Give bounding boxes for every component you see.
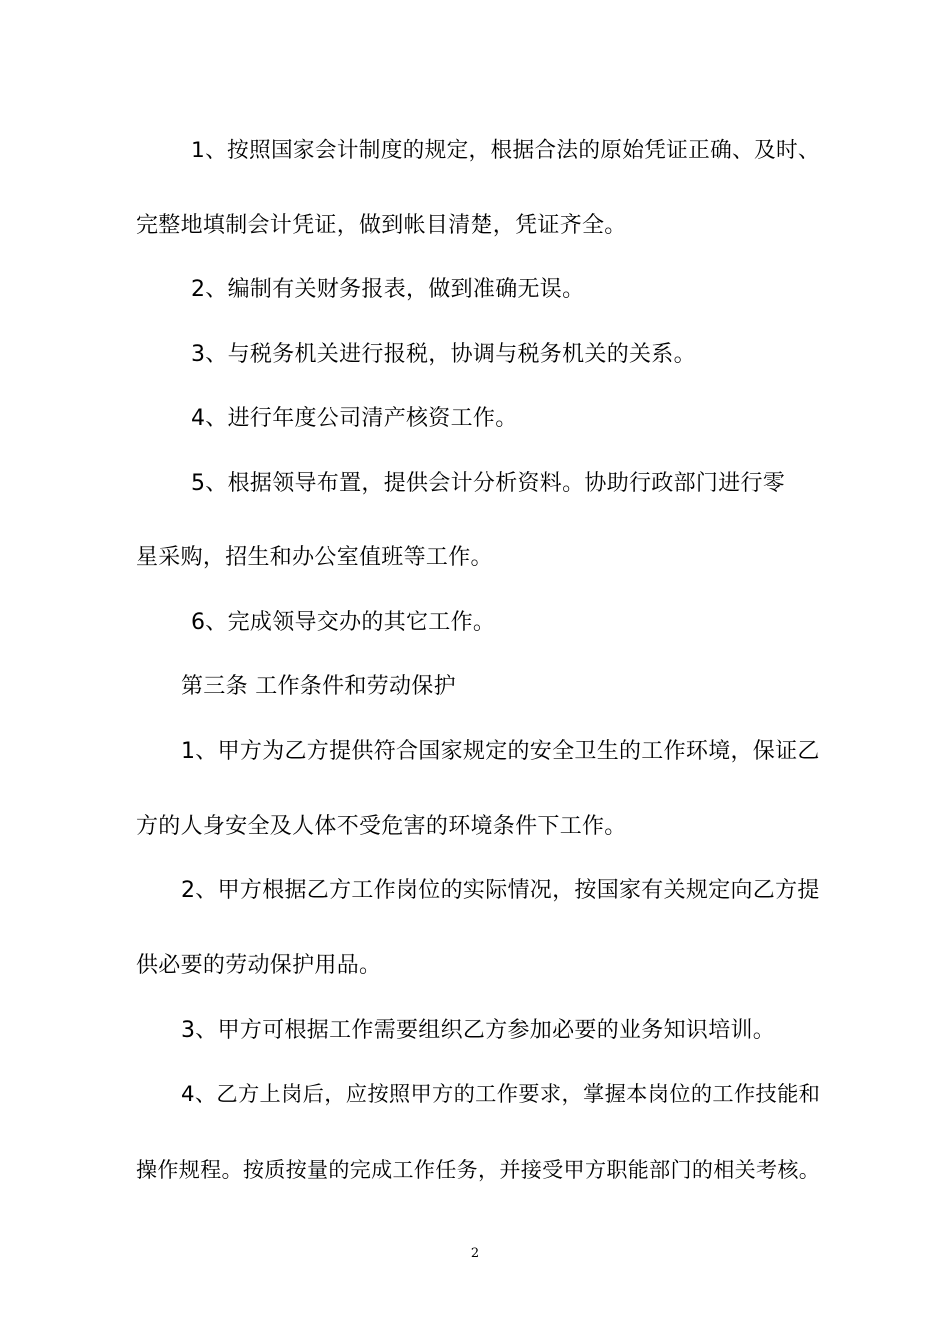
text-line: 操作规程。按质按量的完成工作任务，并接受甲方职能部门的相关考核。 bbox=[136, 1157, 821, 1182]
page-number: 2 bbox=[470, 1246, 480, 1261]
text-line: 方的人身安全及人体不受危害的环境条件下工作。 bbox=[136, 814, 627, 839]
text-line: 供必要的劳动保护用品。 bbox=[136, 953, 382, 978]
text-line: 1、甲方为乙方提供符合国家规定的安全卫生的工作环境，保证乙 bbox=[181, 739, 820, 764]
text-line: 2、编制有关财务报表，做到准确无误。 bbox=[191, 277, 585, 302]
text-line: 完整地填制会计凭证，做到帐目清楚，凭证齐全。 bbox=[136, 213, 627, 238]
text-line: 4、乙方上岗后，应按照甲方的工作要求，掌握本岗位的工作技能和 bbox=[181, 1082, 821, 1107]
text-line: 3、与税务机关进行报税，协调与税务机关的关系。 bbox=[191, 342, 696, 367]
text-line: 3、甲方可根据工作需要组织乙方参加必要的业务知识培训。 bbox=[181, 1018, 776, 1043]
text-line: 5、根据领导布置，提供会计分析资料。协助行政部门进行零 bbox=[191, 471, 786, 496]
text-line: 1、按照国家会计制度的规定，根据合法的原始凭证正确、及时、 bbox=[191, 138, 820, 163]
text-line: 星采购，招生和办公室值班等工作。 bbox=[136, 545, 493, 570]
text-line: 4、进行年度公司清产核资工作。 bbox=[191, 406, 518, 431]
text-line: 2、甲方根据乙方工作岗位的实际情况，按国家有关规定向乙方提 bbox=[181, 878, 820, 903]
text-line: 6、完成领导交办的其它工作。 bbox=[191, 610, 496, 635]
section-heading: 第三条 工作条件和劳动保护 bbox=[181, 674, 456, 699]
